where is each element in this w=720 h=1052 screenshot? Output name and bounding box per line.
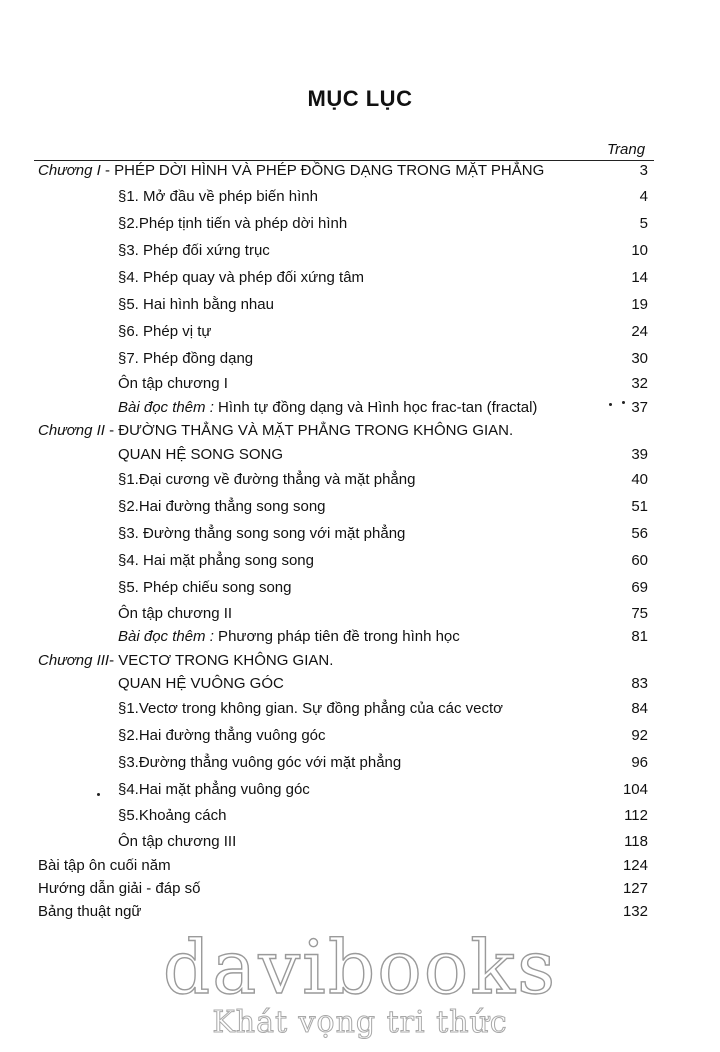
toc-entry-chapter-2[interactable] (0, 420, 720, 442)
entry-text: §3. Đường thẳng song song với mặt phẳng (118, 525, 406, 542)
toc-entry-reading[interactable] (0, 397, 720, 419)
toc-entry[interactable] (0, 186, 720, 208)
toc-entry[interactable] (0, 294, 720, 316)
entry-text: §5. Phép chiếu song song (118, 579, 292, 596)
entry-page: 124 (622, 857, 648, 874)
entry-text: §5.Khoảng cách (118, 807, 227, 824)
entry-page: 92 (631, 727, 648, 744)
toc-entry-appendix[interactable] (0, 855, 720, 877)
entry-text: §4.Hai mặt phẳng vuông góc (118, 781, 310, 798)
toc-entry[interactable] (0, 698, 720, 720)
entry-page: 104 (622, 781, 648, 798)
watermark-tagline: Khát vọng tri thức (212, 1005, 508, 1040)
entry-text: Bài đọc thêm : Hình tự đồng dạng và Hình học frac-tan (fractal) (118, 399, 538, 416)
toc-entry[interactable] (0, 213, 720, 235)
toc-entry-reading[interactable] (0, 626, 720, 648)
entry-text: Ôn tập chương I (118, 375, 228, 392)
entry-page: 81 (631, 628, 648, 645)
entry-page: 60 (631, 552, 648, 569)
toc-entry[interactable] (0, 373, 720, 395)
entry-text: Hướng dẫn giải - đáp số (38, 880, 201, 897)
toc-entry[interactable] (0, 348, 720, 370)
entry-text: QUAN HỆ SONG SONG (118, 446, 284, 463)
toc-entry[interactable] (0, 469, 720, 491)
page-title: MỤC LỤC (307, 86, 413, 111)
toc-entry[interactable] (0, 673, 720, 695)
entry-text: §4. Phép quay và phép đối xứng tâm (118, 269, 365, 286)
entry-text: §3.Đường thẳng vuông góc với mặt phẳng (118, 754, 402, 771)
entry-text: Bảng thuật ngữ (38, 903, 142, 920)
toc-entry[interactable] (0, 831, 720, 853)
toc-entry-appendix[interactable] (0, 901, 720, 923)
entry-text: §2.Hai đường thẳng song song (118, 498, 326, 515)
entry-page: 3 (639, 162, 648, 179)
entry-text: §3. Phép đối xứng trục (118, 242, 270, 259)
entry-text: §1.Vectơ trong không gian. Sự đồng phẳng của các vectơ (118, 700, 503, 717)
entry-page: 51 (631, 498, 648, 515)
toc-entry-chapter-1[interactable] (0, 160, 720, 182)
scan-speck (622, 401, 625, 404)
entry-text: Chương II - ĐƯỜNG THẲNG VÀ MẶT PHẲNG TRONG KHÔNG GIAN. (38, 422, 514, 439)
entry-page: 4 (639, 188, 648, 205)
entry-page: 118 (624, 833, 648, 850)
toc-entry[interactable] (0, 240, 720, 262)
entry-page: 14 (631, 269, 648, 286)
toc-entry[interactable] (0, 805, 720, 827)
entry-text: §7. Phép đồng dạng (118, 350, 254, 367)
watermark-logo: davibooks (162, 925, 558, 1011)
toc-entry-appendix[interactable] (0, 878, 720, 900)
entry-page: 56 (631, 525, 648, 542)
toc-entry[interactable] (0, 321, 720, 343)
toc-entry[interactable] (0, 577, 720, 599)
entry-page: 69 (631, 579, 648, 596)
toc-entry[interactable] (0, 496, 720, 518)
toc-entry[interactable] (0, 550, 720, 572)
entry-text: §1.Đại cương về đường thẳng và mặt phẳng (118, 471, 416, 488)
toc-entry[interactable] (0, 444, 720, 466)
scan-speck (609, 403, 612, 406)
toc-entry[interactable] (0, 603, 720, 625)
entry-page: 132 (622, 903, 648, 920)
entry-text: Bài tập ôn cuối năm (38, 857, 171, 874)
entry-page: 39 (631, 446, 648, 463)
toc-entry[interactable] (0, 752, 720, 774)
scan-speck (97, 793, 100, 796)
entry-page: 19 (631, 296, 648, 313)
entry-text: Ôn tập chương II (118, 605, 233, 622)
page-column-label: Trang (607, 141, 646, 158)
entry-text: Bài đọc thêm : Phương pháp tiên đề trong hình học (118, 628, 460, 645)
entry-page: 84 (631, 700, 648, 717)
entry-page: 24 (631, 323, 648, 340)
entry-text: Chương III- VECTƠ TRONG KHÔNG GIAN. (38, 652, 334, 669)
entry-text: §5. Hai hình bằng nhau (118, 296, 274, 313)
entry-page: 37 (631, 399, 648, 416)
entry-text: QUAN HỆ VUÔNG GÓC (118, 675, 284, 692)
entry-page: 10 (631, 242, 648, 259)
entry-text: §2.Phép tịnh tiến và phép dời hình (118, 215, 348, 232)
toc-entry[interactable] (0, 779, 720, 801)
entry-page: 32 (631, 375, 648, 392)
entry-text: Chương I - PHÉP DỜI HÌNH VÀ PHÉP ĐỒNG DẠNG TRONG MẶT PHẲNG (38, 162, 545, 179)
entry-page: 83 (631, 675, 648, 692)
entry-text: §4. Hai mặt phẳng song song (118, 552, 314, 569)
entry-page: 112 (624, 807, 648, 824)
entry-page: 127 (622, 880, 648, 897)
entry-page: 96 (631, 754, 648, 771)
toc-entry[interactable] (0, 523, 720, 545)
entry-page: 5 (639, 215, 648, 232)
entry-page: 75 (631, 605, 648, 622)
entry-page: 30 (631, 350, 648, 367)
toc-entry-chapter-3[interactable] (0, 650, 720, 672)
toc-entry[interactable] (0, 267, 720, 289)
entry-text: §1. Mở đầu về phép biến hình (118, 188, 318, 205)
entry-page: 40 (631, 471, 648, 488)
entry-text: §6. Phép vị tự (118, 323, 212, 340)
entry-text: §2.Hai đường thẳng vuông góc (118, 727, 326, 744)
toc-entry[interactable] (0, 725, 720, 747)
entry-text: Ôn tập chương III (118, 833, 237, 850)
